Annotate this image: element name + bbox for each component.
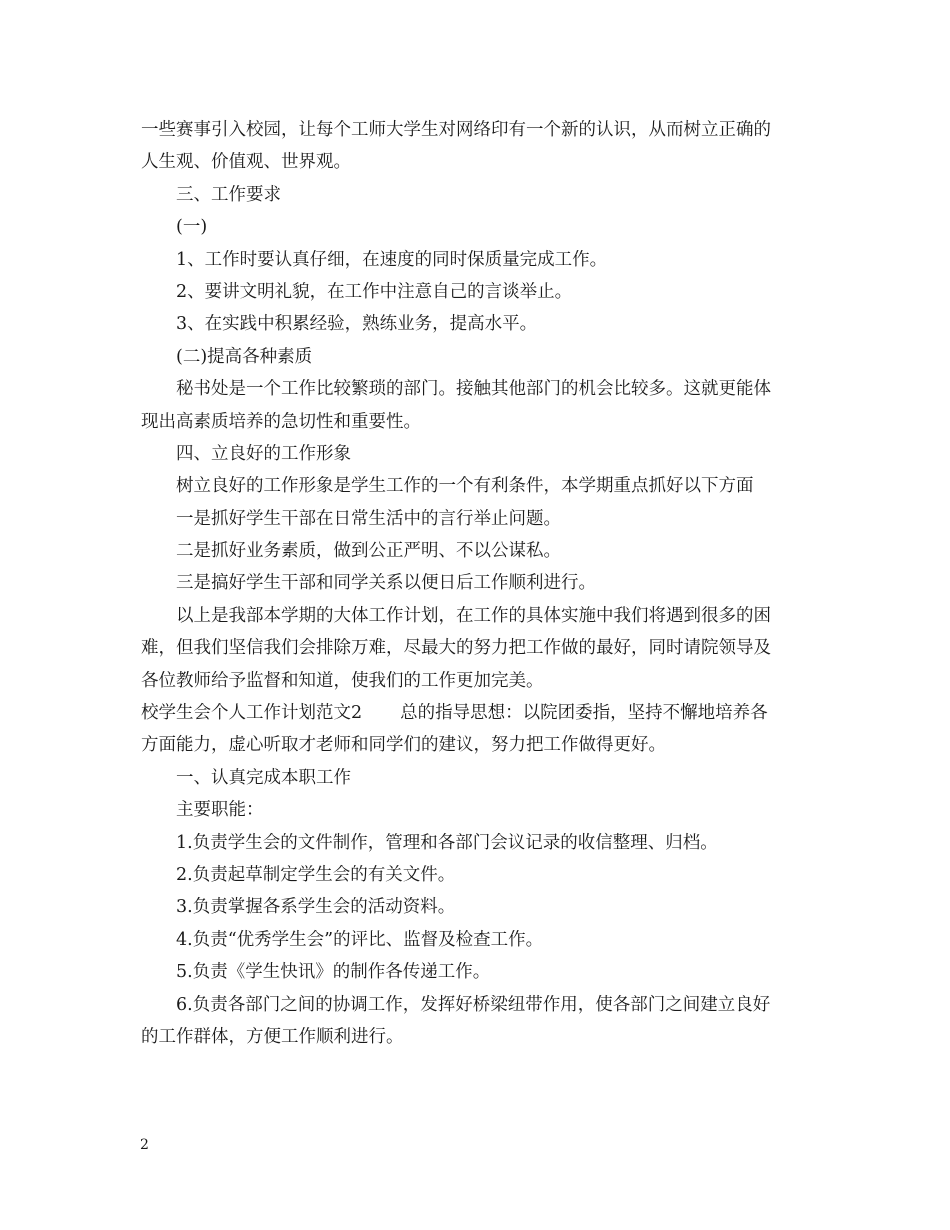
list-item: 2.负责起草制定学生会的有关文件。 [176,864,456,885]
section-heading: 四、立良好的工作形象 [176,443,351,464]
list-item: 二是抓好业务素质，做到公正严明、不以公谋私。 [176,541,561,562]
list-item: 1.负责学生会的文件制作，管理和各部门会议记录的收信整理、归档。 [176,832,718,853]
text-line: 一些赛事引入校园，让每个工师大学生对网络印有一个新的认识，从而树立正确的 [141,120,771,140]
subsection-heading: 主要职能： [176,800,264,821]
list-item: 3.负责掌握各系学生会的活动资料。 [176,897,456,918]
text-line: 树立良好的工作形象是学生工作的一个有利条件，本学期重点抓好以下方面 [176,476,754,497]
list-item: 三是搞好学生干部和同学关系以便日后工作顺利进行。 [176,573,596,594]
list-item: 4.负责“优秀学生会”的评比、监督及检查工作。 [176,929,544,950]
page-number: 2 [140,1137,149,1153]
text-line: 人生观、价值观、世界观。 [141,152,351,173]
text-line: 总的指导思想：以院团委指，坚持不懈地培养各 [400,703,768,724]
section-heading: 一、认真完成本职工作 [176,767,351,788]
text-line: 以上是我部本学期的大体工作计划，在工作的具体实施中我们将遇到很多的困 [176,605,771,626]
list-item: 5.负责《学生快讯》的制作各传递工作。 [176,962,491,983]
list-item: 一是抓好学生干部在日常生活中的言行举止问题。 [176,508,561,529]
subsection-heading: (二)提高各种素质 [176,346,313,367]
list-item: 3、在实践中积累经验，熟练业务，提高水平。 [176,314,538,335]
text-line: 方面能力，虚心听取才老师和同学们的建议，努力把工作做得更好。 [141,735,666,756]
list-item: 1、工作时要认真仔细，在速度的同时保质量完成工作。 [176,249,608,270]
text-line: 难，但我们坚信我们会排除万难，尽最大的努力把工作做的最好，同时请院领导及 [141,638,771,659]
text-line: 秘书处是一个工作比较繁琐的部门。接触其他部门的机会比较多。这就更能体 [176,379,771,400]
page-body [141,114,813,1053]
list-item: 2、要讲文明礼貌，在工作中注意自己的言谈举止。 [176,281,573,302]
document-title-line [141,697,813,729]
text-line: 的工作群体，方便工作顺利进行。 [141,1026,404,1047]
section-heading: 三、工作要求 [176,184,281,205]
document-title: 校学生会个人工作计划范文2 [141,703,363,724]
text-line: 各位教师给予监督和知道，使我们的工作更加完美。 [141,670,544,691]
list-item: 6.负责各部门之间的协调工作，发挥好桥梁纽带作用，使各部门之间建立良好 [176,994,771,1015]
text-line: 现出高素质培养的急切性和重要性。 [141,411,421,432]
subsection-heading: (一) [176,217,208,238]
